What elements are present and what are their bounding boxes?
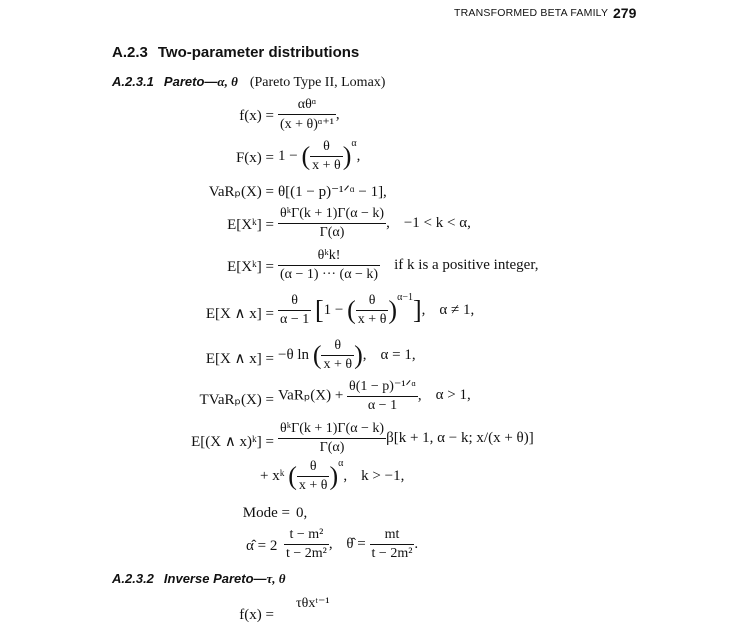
section-title: Two-parameter distributions: [157, 44, 360, 61]
distribution-params: τ, θ: [266, 571, 286, 586]
condition: −1 < k < α,: [403, 214, 471, 231]
condition: k > −1,: [361, 468, 405, 484]
subsection-number: A.2.3.1: [112, 74, 154, 89]
equation-lhs: E[X ∧ x] =: [205, 306, 274, 322]
equation-lhs: TVaRₚ(X) =: [199, 392, 274, 408]
fraction: $\frac{\theta}{\alpha - 1}$: [280, 293, 310, 328]
fraction: θᵏΓ(k + 1)Γ(α − k) Γ(α): [280, 421, 385, 455]
distribution-params: α, θ: [217, 74, 238, 89]
fraction: θᵏk! (α − 1) ··· (α − k): [280, 248, 379, 282]
fraction: $\frac{\theta}{x + \theta}$: [312, 139, 341, 174]
condition: α ≠ 1,: [439, 302, 475, 318]
fraction: θ(1 − p)⁻¹ᐟᵅ α − 1: [349, 379, 416, 413]
equation-lhs: Mode =: [242, 505, 290, 521]
fraction: $\frac{\theta}{x + \theta}$: [298, 459, 328, 494]
equation-lhs: VaRₚ(X) =: [208, 184, 274, 200]
condition: if k is a positive integer,: [394, 256, 539, 273]
subsection-number: A.2.3.2: [112, 571, 154, 586]
fraction: $\frac{\theta}{x + \theta}$: [323, 338, 353, 372]
equation-lhs: E[Xᵏ] =: [227, 217, 274, 233]
distribution-name: Inverse Pareto—: [163, 571, 267, 586]
distribution-name: Pareto—: [163, 74, 218, 89]
equation-rhs: 0,: [296, 505, 308, 521]
subsection-pareto-heading: [112, 74, 385, 91]
condition: α = 1,: [380, 346, 416, 363]
fraction: θᵏΓ(k + 1)Γ(α − k) Γ(α): [280, 206, 385, 240]
fraction: αθᵅ (x + θ)ᵅ⁺¹: [280, 97, 334, 132]
equation-lhs: F(x) =: [235, 150, 274, 166]
equation-lhs: E[(X ∧ x)ᵏ] =: [191, 434, 274, 450]
equation-lhs: E[Xᵏ] =: [227, 259, 274, 275]
equation-rhs-numerator: τθxᵗ⁻¹: [296, 596, 330, 611]
fraction: $\frac{\text{t − m²}}{\text{t − 2m²}}$: [286, 527, 327, 561]
section-number: A.2.3: [112, 44, 148, 61]
equation-lhs: E[X ∧ x] =: [205, 351, 274, 367]
distribution-alt-name: (Pareto Type II, Lomax): [249, 75, 386, 90]
fraction: $\frac{\theta}{x + \theta}$: [357, 293, 387, 328]
subsection-inverse-pareto-heading: [112, 571, 286, 587]
condition: α > 1,: [435, 387, 471, 404]
book-page: TRANSFORMED BETA FAMILY 279 A.2.3 Two-parameter distributions A.2.3.1 Pareto—α, θ (Pareto Type II, Lomax) f(x) = αθᵅ (x + θ)ᵅ⁺¹ , F(x) = 1 − ( $\frac{\theta}{x + \theta}$ )$^\alpha$, VaRₚ(X) = θ[(1 − p)⁻¹ᐟᵅ − 1], E[Xᵏ] = θᵏΓ(k + 1)Γ(α − k) Γ(α) , −1 < k < α, E[Xᵏ] = θᵏk! (α − 1) ··· (α − k) if k is a positive integer, E[X ∧ x] = $\frac{\theta}{\alpha - 1}$ [1 − ( $\frac{\theta}{x + \theta}$ )$^{\alpha-1}$], α ≠ 1, E[X ∧ x] = −θ ln ( $\frac{\theta}{x + \theta}$ ), α = 1, TVaRₚ(X) = VaRₚ(X) + θ(1 − p)⁻¹ᐟᵅ α − 1 , α > 1, E[(X ∧ x)ᵏ] = θᵏΓ(k + 1)Γ(α − k) Γ(α) β[k + 1, α − k; x/(x + θ)] + xᵏ ( $\frac{\theta}{x + \theta}$ )$^\alpha$, k > −1, Mode = 0, α̂ = 2 $\frac{\text{t − m²}}{\text{t − 2m²}}$ , θ̂ = $\frac{mt}{\text{t − 2m²}}$ . A.2.3.2 Inverse Pareto—τ, θ f(x) = τθxᵗ⁻¹: [112, 5, 637, 623]
section-heading: [112, 44, 359, 61]
equation-lhs: f(x) =: [239, 108, 274, 124]
page-number: 279: [613, 5, 637, 21]
fraction: $\frac{mt}{\text{t − 2m²}}$: [371, 527, 413, 561]
equation-lhs: f(x) =: [239, 607, 274, 623]
running-title: TRANSFORMED BETA FAMILY: [454, 7, 609, 19]
equation-rhs: θ[(1 − p)⁻¹ᐟᵅ − 1],: [278, 184, 387, 200]
